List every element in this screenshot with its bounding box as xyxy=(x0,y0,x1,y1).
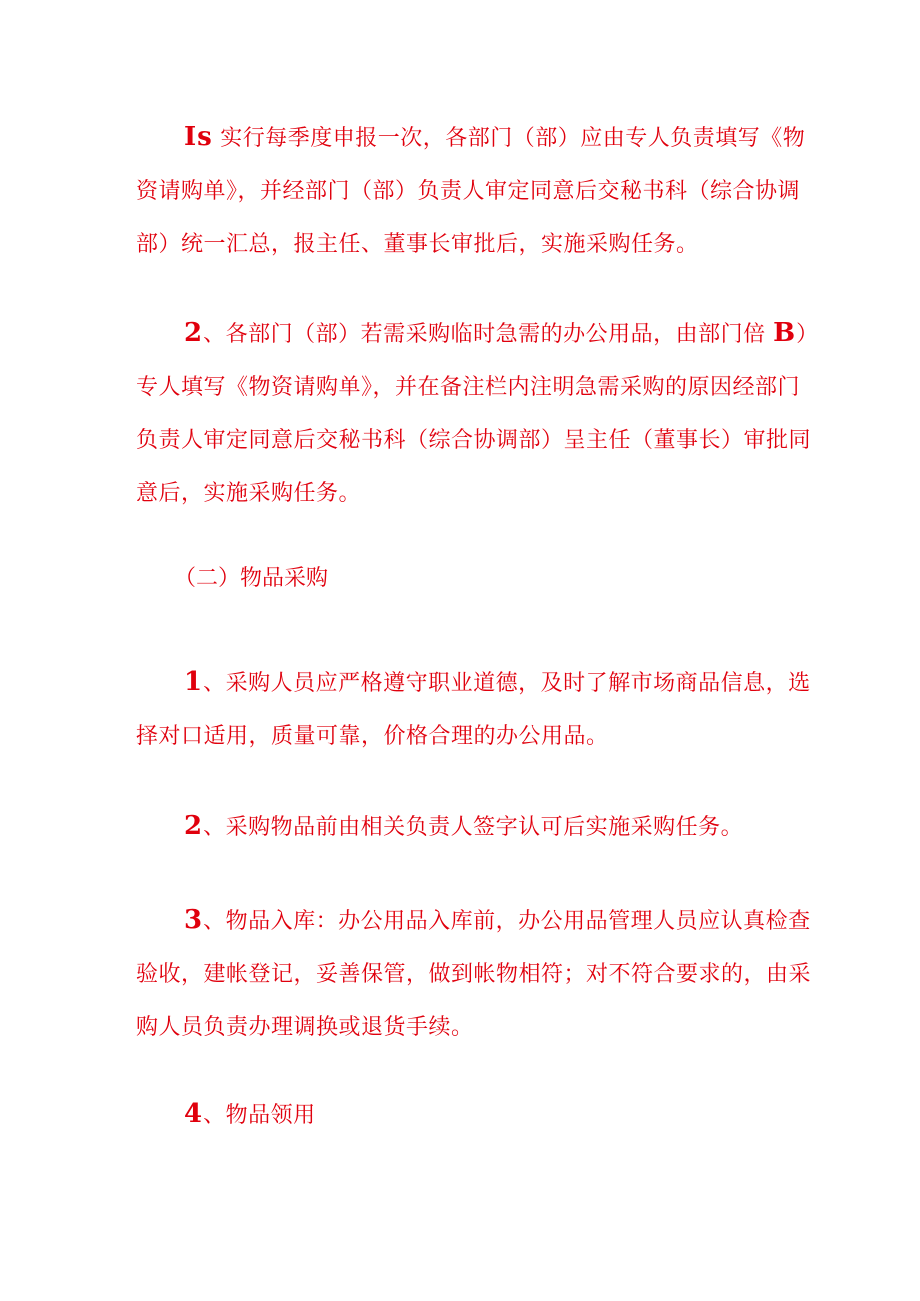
paragraph-warehousing xyxy=(136,894,816,1054)
paragraph-text: 、采购人员应严格遵守职业道德，及时了解市场商品信息，选择对口适用，质量可靠，价格合理的办公用品。 xyxy=(136,671,811,749)
paragraph-marker: 4 xyxy=(184,1099,204,1129)
paragraph-quarterly-report xyxy=(136,111,816,271)
paragraph-text-part-b: ）专人填写《物资请购单》，并在备注栏内注明急需采购的原因经部门负责人审定同意后交秘书科（综合协调部）呈主任（董事长）审批同意后，实施采购任务。 xyxy=(136,322,812,506)
paragraph-purchase-approval xyxy=(136,800,816,854)
paragraph-text: 、物品领用 xyxy=(203,1103,316,1128)
paragraph-marker: 3 xyxy=(184,905,204,935)
paragraph-text: 实行每季度申报一次，各部门（部）应由专人负责填写《物资请购单》，并经部门（部）负责人审定同意后交秘书科（综合协调部）统一汇总，报主任、董事长审批后，实施采购任务。 xyxy=(136,126,806,257)
paragraph-urgent-purchase xyxy=(136,307,816,520)
paragraph-text-part-a: 、各部门（部）若需采购临时急需的办公用品，由部门倍 xyxy=(203,322,774,347)
paragraph-text: 、采购物品前由相关负责人签字认可后实施采购任务。 xyxy=(203,815,744,840)
paragraph-marker: Is xyxy=(184,122,213,152)
inline-mark: B xyxy=(773,318,797,348)
paragraph-text: 、物品入库：办公用品入库前，办公用品管理人员应认真检查验收，建帐登记，妥善保管，做到帐物相符；对不符合要求的，由采购人员负责办理调换或退货手续。 xyxy=(136,909,812,1040)
section-heading: （二）物品采购 xyxy=(174,566,329,591)
paragraph-marker: 1 xyxy=(184,667,204,697)
paragraph-purchaser-conduct xyxy=(136,656,816,763)
paragraph-item-requisition xyxy=(136,1088,816,1142)
paragraph-marker: 2 xyxy=(184,318,204,348)
paragraph-marker: 2 xyxy=(184,811,204,841)
